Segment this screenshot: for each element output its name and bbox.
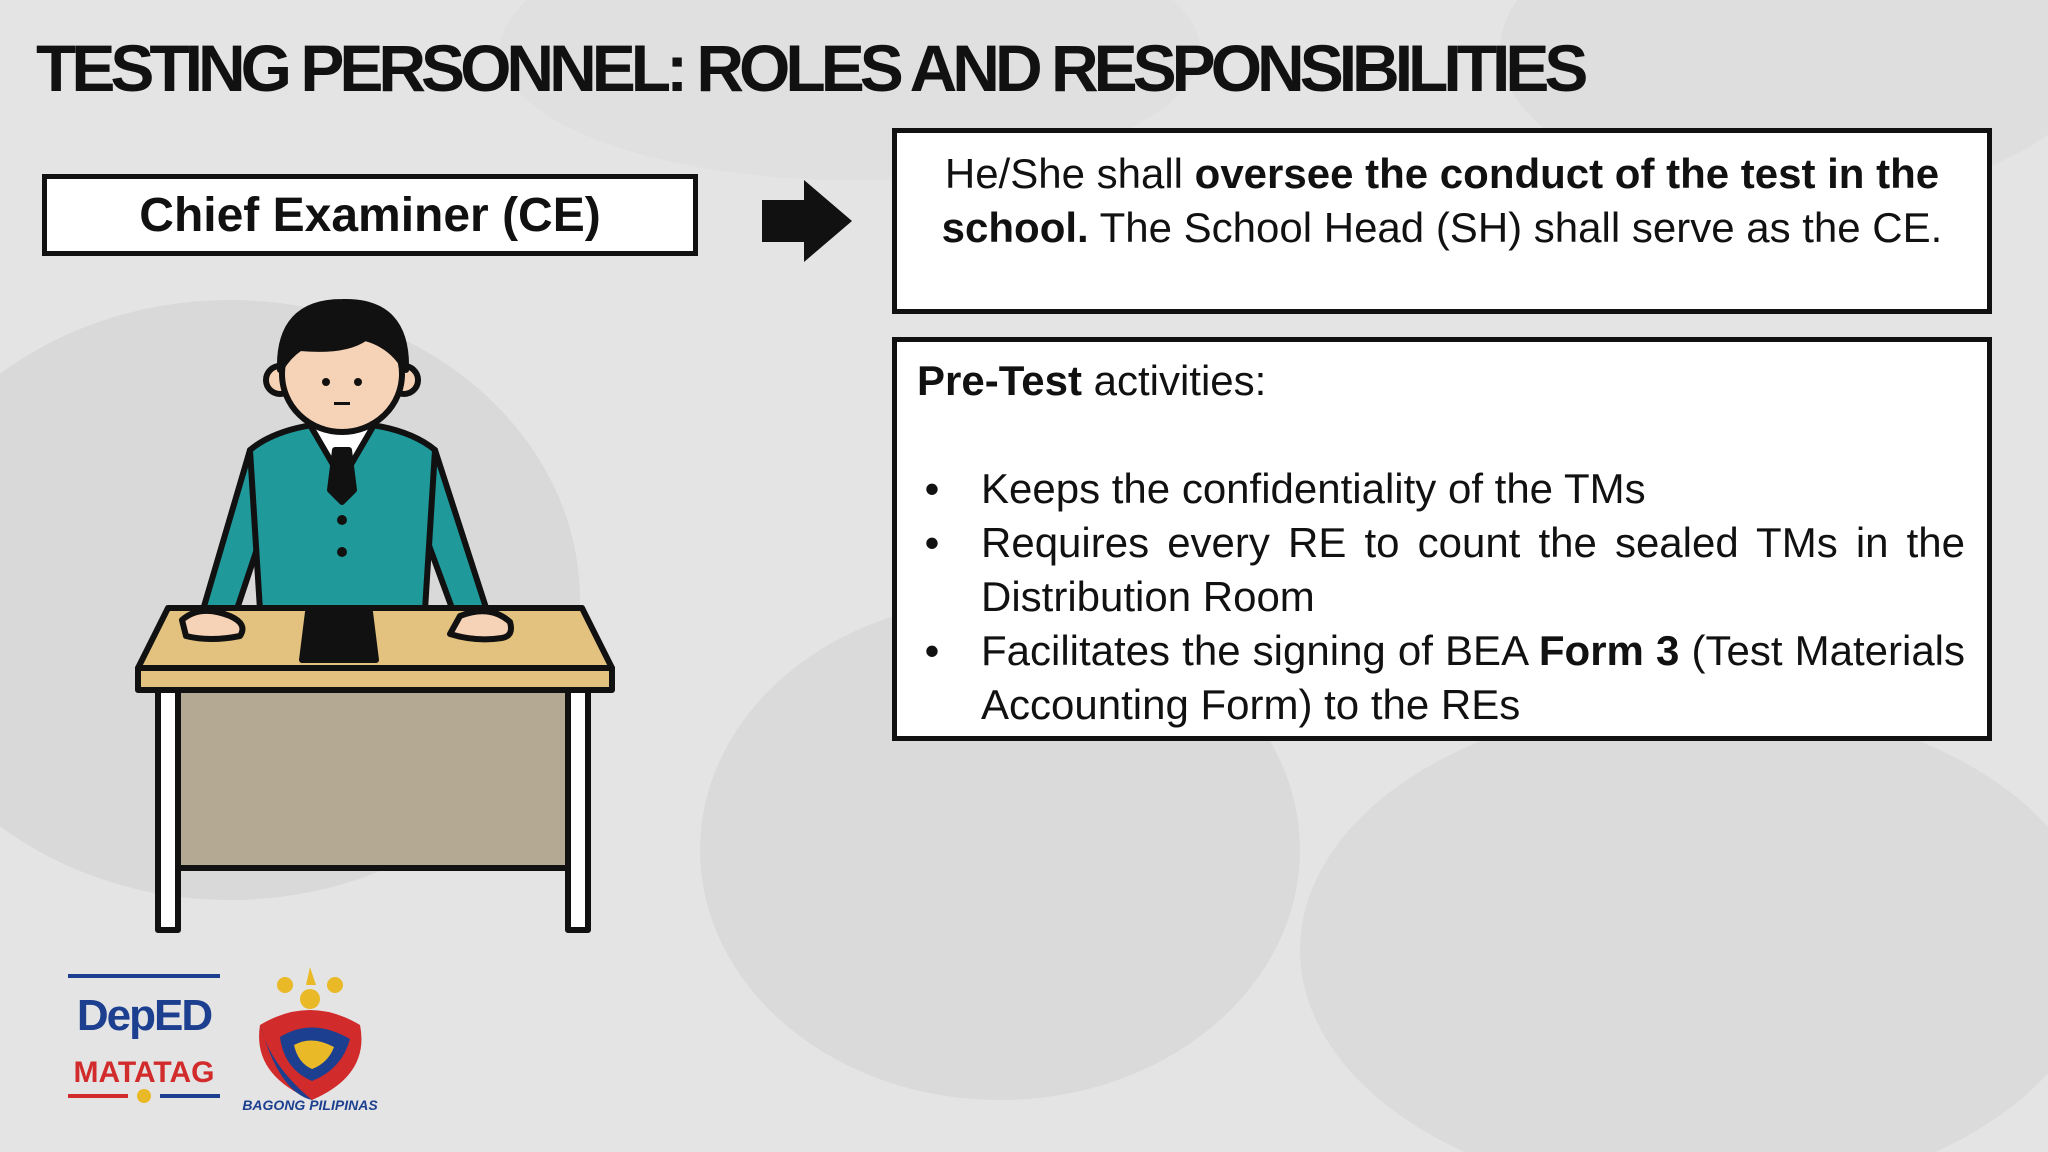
list-item: • Keeps the confidentiality of the TMs: [917, 462, 1965, 516]
arrow-right-icon: [760, 178, 854, 264]
role-description-box: [892, 128, 1992, 314]
role-label-box: [42, 174, 698, 256]
list-item: • Facilitates the signing of BEA Form 3 (Test Materials Accounting Form) to the REs: [917, 624, 1965, 732]
deped-matatag-logo: [64, 972, 224, 1122]
bullet: •: [924, 519, 940, 566]
list-item: • Requires every RE to count the sealed TMs in the Distribution Room: [917, 516, 1965, 624]
deped-wordmark: DepED: [76, 991, 212, 1040]
description-text: He/She shall: [944, 150, 1195, 197]
pretest-heading: Pre-Test activities:: [917, 357, 1267, 404]
bullet: •: [924, 627, 940, 674]
bagong-pilipinas-logo: [230, 965, 400, 1125]
description-bold: oversee the conduct of the test in the school.: [941, 150, 1940, 251]
page-title: TESTING PERSONNEL: ROLES AND RESPONSIBILITIES: [36, 31, 1584, 105]
pretest-list: [917, 462, 1965, 732]
examiner-at-desk-illustration: [130, 290, 630, 940]
description-text-2: The School Head (SH) shall serve as the CE.: [1088, 204, 1943, 251]
bagong-pilipinas-wordmark: BAGONG PILIPINAS: [242, 1097, 378, 1113]
pretest-activities-box: [892, 337, 1992, 741]
matatag-wordmark: MATATAG: [73, 1056, 215, 1089]
bullet: •: [924, 465, 940, 512]
role-label: Chief Examiner (CE): [139, 188, 601, 242]
